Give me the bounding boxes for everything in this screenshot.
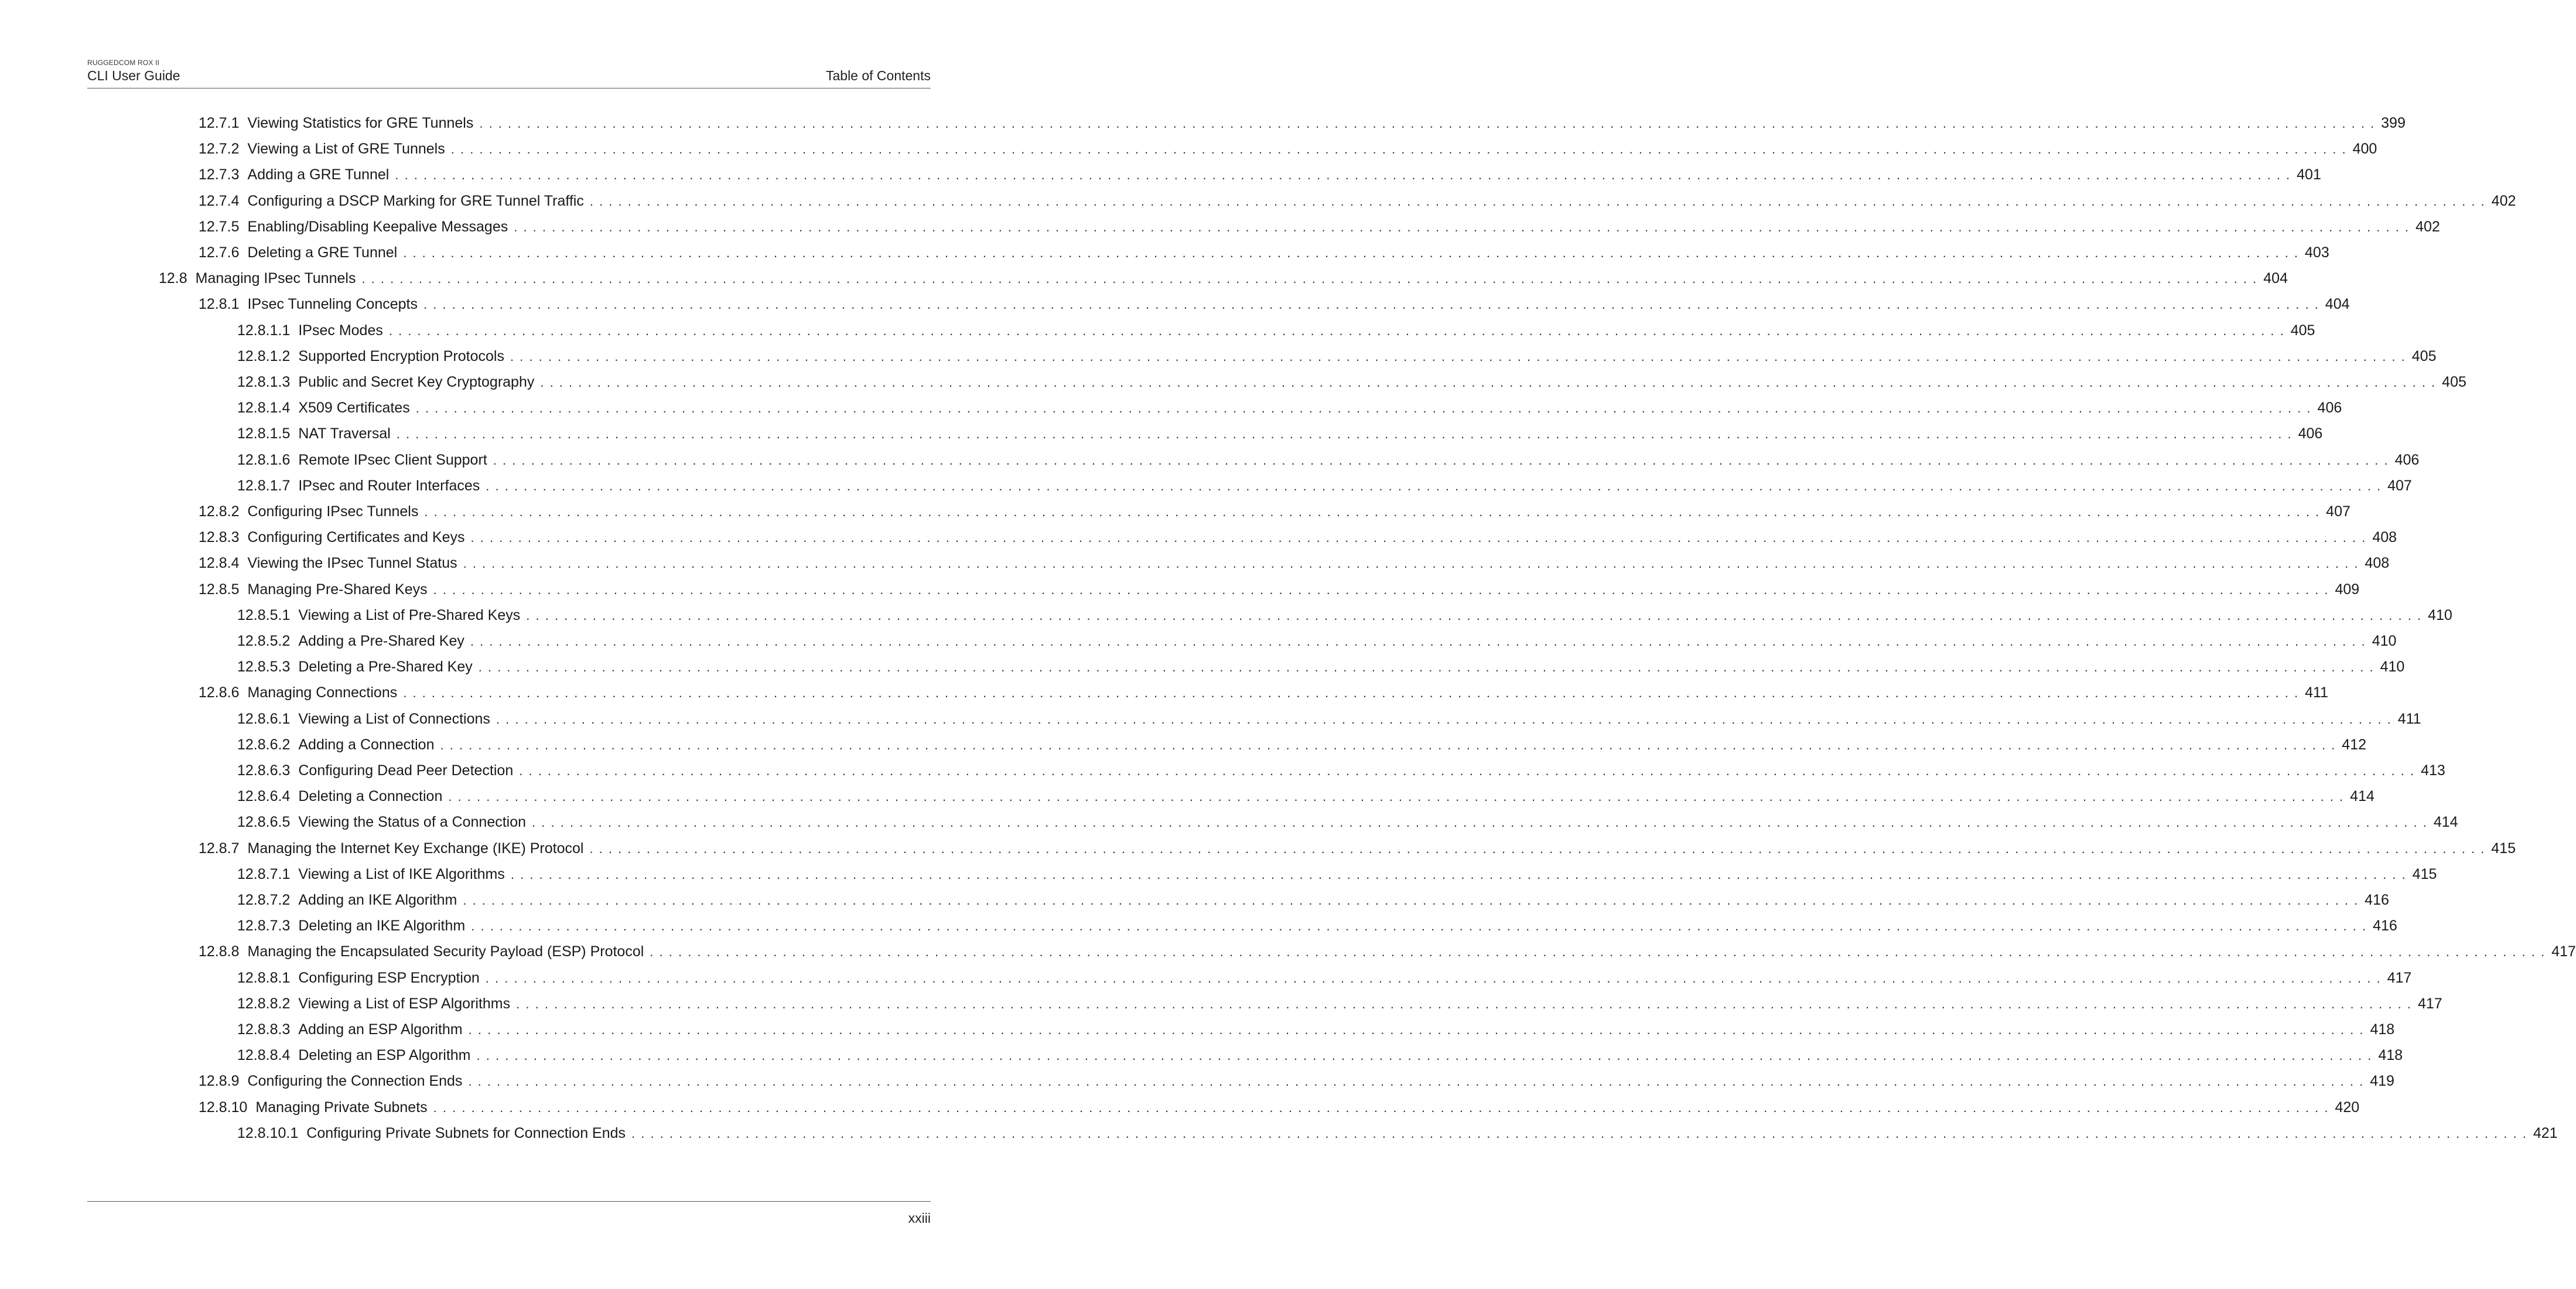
toc-entry[interactable] [199,838,2516,858]
toc-entry-number: 12.8.6.1 [237,710,291,727]
toc-entry[interactable] [237,1019,2395,1039]
toc-entry[interactable] [237,916,2397,936]
toc-entry[interactable] [237,424,2323,444]
toc-entry-number: 12.8.4 [199,555,240,572]
toc-entry-page[interactable]: 410 [2380,659,2405,676]
toc-dot-leader: . . . . . . . . . . . . . . . . . . . . . . . . . . . . . . . . . . . . . . . . . . . . . . . . . . . . . . . . . . . . . . . . . . . . . . . . . . . . . . . . . . . . . . . . . . . . . . . . . . . . . . . . . . . . . . . . . . . . . . . . . . . . . . . . . . . . . . . . . . . . . . . . . . . . . . . . . . . . . . . . . . . . . . . . . . . . . . . . . . . . . . . . . . . . . . . . . . . . . . . . [496,711,2392,727]
toc-entry-title[interactable]: Adding a Connection [298,736,435,753]
toc-entry-title[interactable]: Deleting a GRE Tunnel [247,244,398,261]
toc-dot-leader: . . . . . . . . . . . . . . . . . . . . . . . . . . . . . . . . . . . . . . . . . . . . . . . . . . . . . . . . . . . . . . . . . . . . . . . . . . . . . . . . . . . . . . . . . . . . . . . . . . . . . . . . . . . . . . . . . . . . . . . . . . . . . . . . . . . . . . . . . . . . . . . . . . . . . . . . . . . . . . . . . . . . . . . . . . . . . . . . . . . . . . . . . . . . . . . . . . . . . . . . [519,763,2416,778]
toc-dot-leader: . . . . . . . . . . . . . . . . . . . . . . . . . . . . . . . . . . . . . . . . . . . . . . . . . . . . . . . . . . . . . . . . . . . . . . . . . . . . . . . . . . . . . . . . . . . . . . . . . . . . . . . . . . . . . . . . . . . . . . . . . . . . . . . . . . . . . . . . . . . . . . . . . . . . . . . . . . . . . . . . . . . . . . . . . . . . . . . . . . . . . . . . . . . . . . . . . . . . . . . . [396,427,2293,442]
toc-entry[interactable] [237,372,2466,392]
toc-entry-page[interactable]: 408 [2372,529,2397,546]
toc-entry-number: 12.8 [159,270,187,287]
toc-entry[interactable] [199,1071,2394,1091]
toc-entry-page[interactable]: 410 [2428,606,2452,623]
toc-entry-page[interactable]: 415 [2491,840,2516,857]
toc-entry-number: 12.7.2 [199,141,240,158]
toc-dot-leader: . . . . . . . . . . . . . . . . . . . . . . . . . . . . . . . . . . . . . . . . . . . . . . . . . . . . . . . . . . . . . . . . . . . . . . . . . . . . . . . . . . . . . . . . . . . . . . . . . . . . . . . . . . . . . . . . . . . . . . . . . . . . . . . . . . . . . . . . . . . . . . . . . . . . . . . . . . . . . . . . . . . . . . . . . . . . . . . . . . . . . . . . . . . . . . . . . . . . . . . . [510,349,2406,364]
toc-entry[interactable] [199,579,2360,599]
toc-dot-leader: . . . . . . . . . . . . . . . . . . . . . . . . . . . . . . . . . . . . . . . . . . . . . . . . . . . . . . . . . . . . . . . . . . . . . . . . . . . . . . . . . . . . . . . . . . . . . . . . . . . . . . . . . . . . . . . . . . . . . . . . . . . . . . . . . . . . . . . . . . . . . . . . . . . . . . . . . . . . . . . . . . . . . . . . . . . . . . . . . . . . . . . . . . . . . . . . . . . . . . . . [589,841,2486,856]
toc-entry-number: 12.8.5.1 [237,606,291,623]
toc-entry-page[interactable]: 405 [2411,347,2437,364]
toc-dot-leader: . . . . . . . . . . . . . . . . . . . . . . . . . . . . . . . . . . . . . . . . . . . . . . . . . . . . . . . . . . . . . . . . . . . . . . . . . . . . . . . . . . . . . . . . . . . . . . . . . . . . . . . . . . . . . . . . . . . . . . . . . . . . . . . . . . . . . . . . . . . . . . . . . . . . . . . . . . . . . . . . . . . . . . . . . . . . . . . . . . . . . . . . . . . . . . . . . . . . . . . . [493,452,2389,468]
toc-entry-page[interactable]: 406 [2317,400,2342,417]
toc-entry[interactable] [237,346,2437,366]
toc-entry-title[interactable]: X509 Certificates [298,400,410,417]
toc-dot-leader: . . . . . . . . . . . . . . . . . . . . . . . . . . . . . . . . . . . . . . . . . . . . . . . . . . . . . . . . . . . . . . . . . . . . . . . . . . . . . . . . . . . . . . . . . . . . . . . . . . . . . . . . . . . . . . . . . . . . . . . . . . . . . . . . . . . . . . . . . . . . . . . . . . . . . . . . . . . . . . . . . . . . . . . . . . . . . . . . . . . . . . . . . . . . . . . . . . . . . . . . [478,660,2375,675]
toc-entry-title[interactable]: Configuring Certificates and Keys [247,529,465,546]
toc-entry-title[interactable]: Managing the Encapsulated Security Payload (ESP) Protocol [247,943,644,960]
toc-entry-page[interactable]: 416 [2373,918,2397,935]
toc-entry-page[interactable]: 411 [2305,684,2328,701]
toc-dot-leader: . . . . . . . . . . . . . . . . . . . . . . . . . . . . . . . . . . . . . . . . . . . . . . . . . . . . . . . . . . . . . . . . . . . . . . . . . . . . . . . . . . . . . . . . . . . . . . . . . . . . . . . . . . . . . . . . . . . . . . . . . . . . . . . . . . . . . . . . . . . . . . . . . . . . . . . . . . . . . . . . . . . . . . . . . . . . . . . . . . . . . . . . . . . . . . . . . . . . . . . . [650,944,2546,960]
toc-entry-number: 12.8.6.2 [237,736,291,753]
toc-entry-number: 12.8.10 [199,1099,248,1116]
toc-dot-leader: . . . . . . . . . . . . . . . . . . . . . . . . . . . . . . . . . . . . . . . . . . . . . . . . . . . . . . . . . . . . . . . . . . . . . . . . . . . . . . . . . . . . . . . . . . . . . . . . . . . . . . . . . . . . . . . . . . . . . . . . . . . . . . . . . . . . . . . . . . . . . . . . . . . . . . . . . . . . . . . . . . . . . . . . . . . . . . . . . . . . . . . . . . . . . . . . . . . . . . . . [388,323,2285,338]
toc-entry-title[interactable]: Adding an ESP Algorithm [298,1021,463,1038]
toc-dot-leader: . . . . . . . . . . . . . . . . . . . . . . . . . . . . . . . . . . . . . . . . . . . . . . . . . . . . . . . . . . . . . . . . . . . . . . . . . . . . . . . . . . . . . . . . . . . . . . . . . . . . . . . . . . . . . . . . . . . . . . . . . . . . . . . . . . . . . . . . . . . . . . . . . . . . . . . . . . . . . . . . . . . . . . . . . . . . . . . . . . . . . . . . . . . . . . . . . . . . . . . . [433,582,2329,597]
toc-entry-number: 12.7.3 [199,166,240,183]
toc-entry-number: 12.7.6 [199,244,240,261]
toc-dot-leader: . . . . . . . . . . . . . . . . . . . . . . . . . . . . . . . . . . . . . . . . . . . . . . . . . . . . . . . . . . . . . . . . . . . . . . . . . . . . . . . . . . . . . . . . . . . . . . . . . . . . . . . . . . . . . . . . . . . . . . . . . . . . . . . . . . . . . . . . . . . . . . . . . . . . . . . . . . . . . . . . . . . . . . . . . . . . . . . . . . . . . . . . . . . . . . . . . . . . . . . . [448,789,2345,804]
toc-entry-page[interactable]: 420 [2335,1099,2360,1116]
toc-entry-title[interactable]: Deleting a Pre-Shared Key [298,659,473,676]
toc-dot-leader: . . . . . . . . . . . . . . . . . . . . . . . . . . . . . . . . . . . . . . . . . . . . . . . . . . . . . . . . . . . . . . . . . . . . . . . . . . . . . . . . . . . . . . . . . . . . . . . . . . . . . . . . . . . . . . . . . . . . . . . . . . . . . . . . . . . . . . . . . . . . . . . . . . . . . . . . . . . . . . . . . . . . . . . . . . . . . . . . . . . . . . . . . . . . . . . . . . . . . . . . [463,893,2359,908]
toc-entry-title[interactable]: Deleting an IKE Algorithm [298,918,466,935]
toc-entry[interactable] [237,864,2437,884]
toc-entry-page[interactable]: 407 [2326,503,2350,520]
toc-dot-leader: . . . . . . . . . . . . . . . . . . . . . . . . . . . . . . . . . . . . . . . . . . . . . . . . . . . . . . . . . . . . . . . . . . . . . . . . . . . . . . . . . . . . . . . . . . . . . . . . . . . . . . . . . . . . . . . . . . . . . . . . . . . . . . . . . . . . . . . . . . . . . . . . . . . . . . . . . . . . . . . . . . . . . . . . . . . . . . . . . . . . . . . . . . . . . . . . . . . . . . . . [470,634,2366,649]
toc-entry-number: 12.8.7.3 [237,918,291,935]
toc-dot-leader: . . . . . . . . . . . . . . . . . . . . . . . . . . . . . . . . . . . . . . . . . . . . . . . . . . . . . . . . . . . . . . . . . . . . . . . . . . . . . . . . . . . . . . . . . . . . . . . . . . . . . . . . . . . . . . . . . . . . . . . . . . . . . . . . . . . . . . . . . . . . . . . . . . . . . . . . . . . . . . . . . . . . . . . . . . . . . . . . . . . . . . . . . . . . . . . . . . . . . . . . [514,219,2410,234]
toc-entry-title[interactable]: Remote IPsec Client Support [298,451,487,468]
toc-entry-number: 12.8.1.2 [237,347,291,364]
toc-entry-page[interactable]: 418 [2370,1021,2395,1038]
toc-entry[interactable] [199,191,2516,211]
toc-entry-title[interactable]: Configuring Private Subnets for Connection Ends [306,1124,626,1141]
toc-entry-number: 12.8.1.5 [237,425,291,442]
toc-dot-leader: . . . . . . . . . . . . . . . . . . . . . . . . . . . . . . . . . . . . . . . . . . . . . . . . . . . . . . . . . . . . . . . . . . . . . . . . . . . . . . . . . . . . . . . . . . . . . . . . . . . . . . . . . . . . . . . . . . . . . . . . . . . . . . . . . . . . . . . . . . . . . . . . . . . . . . . . . . . . . . . . . . . . . . . . . . . . . . . . . . . . . . . . . . . . . . . . . . . . . . . . [476,1048,2373,1063]
toc-entry-page[interactable]: 415 [2412,865,2437,882]
toc-dot-leader: . . . . . . . . . . . . . . . . . . . . . . . . . . . . . . . . . . . . . . . . . . . . . . . . . . . . . . . . . . . . . . . . . . . . . . . . . . . . . . . . . . . . . . . . . . . . . . . . . . . . . . . . . . . . . . . . . . . . . . . . . . . . . . . . . . . . . . . . . . . . . . . . . . . . . . . . . . . . . . . . . . . . . . . . . . . . . . . . . . . . . . . . . . . . . . . . . . . . . . . . [450,142,2347,157]
toc-entry[interactable] [199,243,2329,262]
toc-dot-leader: . . . . . . . . . . . . . . . . . . . . . . . . . . . . . . . . . . . . . . . . . . . . . . . . . . . . . . . . . . . . . . . . . . . . . . . . . . . . . . . . . . . . . . . . . . . . . . . . . . . . . . . . . . . . . . . . . . . . . . . . . . . . . . . . . . . . . . . . . . . . . . . . . . . . . . . . . . . . . . . . . . . . . . . . . . . . . . . . . . . . . . . . . . . . . . . . . . . . . . . . [468,1074,2365,1089]
toc-entry-page[interactable]: 419 [2370,1073,2394,1090]
toc-entry-title[interactable]: IPsec and Router Interfaces [298,477,480,494]
toc-entry-number: 12.8.8.2 [237,995,291,1012]
toc-dot-leader: . . . . . . . . . . . . . . . . . . . . . . . . . . . . . . . . . . . . . . . . . . . . . . . . . . . . . . . . . . . . . . . . . . . . . . . . . . . . . . . . . . . . . . . . . . . . . . . . . . . . . . . . . . . . . . . . . . . . . . . . . . . . . . . . . . . . . . . . . . . . . . . . . . . . . . . . . . . . . . . . . . . . . . . . . . . . . . . . . . . . . . . . . . . . . . . . . . . . . . . . [433,1100,2329,1115]
toc-entry-page[interactable]: 411 [2397,710,2421,727]
toc-dot-leader: . . . . . . . . . . . . . . . . . . . . . . . . . . . . . . . . . . . . . . . . . . . . . . . . . . . . . . . . . . . . . . . . . . . . . . . . . . . . . . . . . . . . . . . . . . . . . . . . . . . . . . . . . . . . . . . . . . . . . . . . . . . . . . . . . . . . . . . . . . . . . . . . . . . . . . . . . . . . . . . . . . . . . . . . . . . . . . . . . . . . . . . . . . . . . . . . . . . . . . . . [361,271,2258,287]
toc-entry-page[interactable]: 406 [2394,451,2420,468]
toc-entry[interactable] [237,994,2442,1014]
toc-entry-number: 12.7.5 [199,218,240,235]
toc-entry-page[interactable]: 417 [2417,995,2442,1012]
toc-entry-number: 12.8.1.7 [237,477,291,494]
toc-entry-page[interactable]: 401 [2297,166,2321,183]
toc-entry-number: 12.8.9 [199,1073,240,1090]
toc-entry-number: 12.8.8.4 [237,1047,291,1064]
toc-entry[interactable] [237,631,2397,651]
toc-entry-page[interactable]: 404 [2325,296,2350,313]
toc-entry-page[interactable]: 418 [2378,1047,2403,1064]
toc-entry-page[interactable]: 407 [2387,477,2412,494]
toc-entry-page[interactable]: 417 [2551,943,2576,960]
toc-entry-page[interactable]: 412 [2342,736,2367,753]
toc-entry-page[interactable]: 406 [2298,425,2323,442]
toc-entry[interactable] [237,968,2412,988]
product-name: RUGGEDCOM ROX II [87,59,160,67]
toc-entry-title[interactable]: Viewing a List of Connections [298,710,490,727]
toc-dot-leader: . . . . . . . . . . . . . . . . . . . . . . . . . . . . . . . . . . . . . . . . . . . . . . . . . . . . . . . . . . . . . . . . . . . . . . . . . . . . . . . . . . . . . . . . . . . . . . . . . . . . . . . . . . . . . . . . . . . . . . . . . . . . . . . . . . . . . . . . . . . . . . . . . . . . . . . . . . . . . . . . . . . . . . . . . . . . . . . . . . . . . . . . . . . . . . . . . . . . . . . . [471,919,2367,934]
toc-entry-title[interactable]: Viewing the IPsec Tunnel Status [247,555,457,572]
toc-entry-page[interactable]: 416 [2365,892,2389,908]
toc-dot-leader: . . . . . . . . . . . . . . . . . . . . . . . . . . . . . . . . . . . . . . . . . . . . . . . . . . . . . . . . . . . . . . . . . . . . . . . . . . . . . . . . . . . . . . . . . . . . . . . . . . . . . . . . . . . . . . . . . . . . . . . . . . . . . . . . . . . . . . . . . . . . . . . . . . . . . . . . . . . . . . . . . . . . . . . . . . . . . . . . . . . . . . . . . . . . . . . . . . . . . . . . [532,815,2428,830]
toc-entry-title[interactable]: Viewing a List of GRE Tunnels [247,141,445,158]
toc-entry-page[interactable]: 410 [2372,633,2397,649]
toc-entry-title[interactable]: Configuring Dead Peer Detection [298,762,514,779]
toc-entry[interactable] [199,113,2406,133]
toc-entry-title[interactable]: Adding an IKE Algorithm [298,892,457,908]
toc-entry[interactable] [237,1045,2403,1065]
toc-entry-title[interactable]: Viewing a List of Pre-Shared Keys [298,606,521,623]
toc-entry[interactable] [237,761,2445,780]
toc-entry-number: 12.8.8.3 [237,1021,291,1038]
toc-entry[interactable] [237,735,2367,755]
toc-entry[interactable] [199,553,2390,573]
toc-entry-number: 12.8.6.5 [237,814,291,831]
toc-entry-page[interactable]: 400 [2352,141,2377,158]
toc-dot-leader: . . . . . . . . . . . . . . . . . . . . . . . . . . . . . . . . . . . . . . . . . . . . . . . . . . . . . . . . . . . . . . . . . . . . . . . . . . . . . . . . . . . . . . . . . . . . . . . . . . . . . . . . . . . . . . . . . . . . . . . . . . . . . . . . . . . . . . . . . . . . . . . . . . . . . . . . . . . . . . . . . . . . . . . . . . . . . . . . . . . . . . . . . . . . . . . . . . . . . . . . [395,168,2291,183]
toc-entry[interactable] [199,165,2321,185]
toc-entry-number: 12.8.1.6 [237,451,291,468]
toc-entry[interactable] [237,890,2389,910]
toc-entry[interactable] [237,398,2342,418]
toc-entry-title[interactable]: Public and Secret Key Cryptography [298,374,535,390]
toc-entry-number: 12.8.1 [199,296,240,313]
toc-entry-number: 12.8.5 [199,581,240,598]
toc-entry-page[interactable]: 405 [2290,322,2315,339]
toc-dot-leader: . . . . . . . . . . . . . . . . . . . . . . . . . . . . . . . . . . . . . . . . . . . . . . . . . . . . . . . . . . . . . . . . . . . . . . . . . . . . . . . . . . . . . . . . . . . . . . . . . . . . . . . . . . . . . . . . . . . . . . . . . . . . . . . . . . . . . . . . . . . . . . . . . . . . . . . . . . . . . . . . . . . . . . . . . . . . . . . . . . . . . . . . . . . . . . . . . . . . . . . . [516,996,2412,1011]
toc-dot-leader: . . . . . . . . . . . . . . . . . . . . . . . . . . . . . . . . . . . . . . . . . . . . . . . . . . . . . . . . . . . . . . . . . . . . . . . . . . . . . . . . . . . . . . . . . . . . . . . . . . . . . . . . . . . . . . . . . . . . . . . . . . . . . . . . . . . . . . . . . . . . . . . . . . . . . . . . . . . . . . . . . . . . . . . . . . . . . . . . . . . . . . . . . . . . . . . . . . . . . . . . [540,375,2437,390]
toc-entry-page[interactable]: 421 [2533,1124,2558,1141]
toc-entry[interactable] [237,1123,2558,1143]
toc-entry-page[interactable]: 405 [2442,374,2466,390]
toc-dot-leader: . . . . . . . . . . . . . . . . . . . . . . . . . . . . . . . . . . . . . . . . . . . . . . . . . . . . . . . . . . . . . . . . . . . . . . . . . . . . . . . . . . . . . . . . . . . . . . . . . . . . . . . . . . . . . . . . . . . . . . . . . . . . . . . . . . . . . . . . . . . . . . . . . . . . . . . . . . . . . . . . . . . . . . . . . . . . . . . . . . . . . . . . . . . . . . . . . . . . . . . . [424,504,2321,519]
toc-entry-number: 12.8.1.1 [237,322,291,339]
toc-dot-leader: . . . . . . . . . . . . . . . . . . . . . . . . . . . . . . . . . . . . . . . . . . . . . . . . . . . . . . . . . . . . . . . . . . . . . . . . . . . . . . . . . . . . . . . . . . . . . . . . . . . . . . . . . . . . . . . . . . . . . . . . . . . . . . . . . . . . . . . . . . . . . . . . . . . . . . . . . . . . . . . . . . . . . . . . . . . . . . . . . . . . . . . . . . . . . . . . . . . . . . . . [403,686,2300,701]
toc-dot-leader: . . . . . . . . . . . . . . . . . . . . . . . . . . . . . . . . . . . . . . . . . . . . . . . . . . . . . . . . . . . . . . . . . . . . . . . . . . . . . . . . . . . . . . . . . . . . . . . . . . . . . . . . . . . . . . . . . . . . . . . . . . . . . . . . . . . . . . . . . . . . . . . . . . . . . . . . . . . . . . . . . . . . . . . . . . . . . . . . . . . . . . . . . . . . . . . . . . . . . . . . [403,245,2300,260]
toc-dot-leader: . . . . . . . . . . . . . . . . . . . . . . . . . . . . . . . . . . . . . . . . . . . . . . . . . . . . . . . . . . . . . . . . . . . . . . . . . . . . . . . . . . . . . . . . . . . . . . . . . . . . . . . . . . . . . . . . . . . . . . . . . . . . . . . . . . . . . . . . . . . . . . . . . . . . . . . . . . . . . . . . . . . . . . . . . . . . . . . . . . . . . . . . . . . . . . . . . . . . . . . . [485,970,2382,985]
toc-dot-leader: . . . . . . . . . . . . . . . . . . . . . . . . . . . . . . . . . . . . . . . . . . . . . . . . . . . . . . . . . . . . . . . . . . . . . . . . . . . . . . . . . . . . . . . . . . . . . . . . . . . . . . . . . . . . . . . . . . . . . . . . . . . . . . . . . . . . . . . . . . . . . . . . . . . . . . . . . . . . . . . . . . . . . . . . . . . . . . . . . . . . . . . . . . . . . . . . . . . . . . . . [631,1126,2527,1141]
guide-title: CLI User Guide [87,68,180,83]
toc-entry-number: 12.7.4 [199,192,240,209]
toc-dot-leader: . . . . . . . . . . . . . . . . . . . . . . . . . . . . . . . . . . . . . . . . . . . . . . . . . . . . . . . . . . . . . . . . . . . . . . . . . . . . . . . . . . . . . . . . . . . . . . . . . . . . . . . . . . . . . . . . . . . . . . . . . . . . . . . . . . . . . . . . . . . . . . . . . . . . . . . . . . . . . . . . . . . . . . . . . . . . . . . . . . . . . . . . . . . . . . . . . . . . . . . . [479,116,2376,131]
toc-entry-page[interactable]: 409 [2335,581,2360,598]
toc-dot-leader: . . . . . . . . . . . . . . . . . . . . . . . . . . . . . . . . . . . . . . . . . . . . . . . . . . . . . . . . . . . . . . . . . . . . . . . . . . . . . . . . . . . . . . . . . . . . . . . . . . . . . . . . . . . . . . . . . . . . . . . . . . . . . . . . . . . . . . . . . . . . . . . . . . . . . . . . . . . . . . . . . . . . . . . . . . . . . . . . . . . . . . . . . . . . . . . . . . . . . . . . [470,530,2367,545]
toc-entry[interactable] [237,605,2452,625]
toc-entry[interactable] [199,527,2397,547]
toc-dot-leader: . . . . . . . . . . . . . . . . . . . . . . . . . . . . . . . . . . . . . . . . . . . . . . . . . . . . . . . . . . . . . . . . . . . . . . . . . . . . . . . . . . . . . . . . . . . . . . . . . . . . . . . . . . . . . . . . . . . . . . . . . . . . . . . . . . . . . . . . . . . . . . . . . . . . . . . . . . . . . . . . . . . . . . . . . . . . . . . . . . . . . . . . . . . . . . . . . . . . . . . . [486,478,2382,493]
toc-entry-title[interactable]: Adding a GRE Tunnel [247,166,390,183]
toc-entry[interactable] [237,320,2315,340]
toc-entry-title[interactable]: Deleting a Connection [298,788,443,805]
toc-entry-title[interactable]: Viewing a List of ESP Algorithms [298,995,511,1012]
toc-entry[interactable] [237,450,2420,470]
toc-dot-leader: . . . . . . . . . . . . . . . . . . . . . . . . . . . . . . . . . . . . . . . . . . . . . . . . . . . . . . . . . . . . . . . . . . . . . . . . . . . . . . . . . . . . . . . . . . . . . . . . . . . . . . . . . . . . . . . . . . . . . . . . . . . . . . . . . . . . . . . . . . . . . . . . . . . . . . . . . . . . . . . . . . . . . . . . . . . . . . . . . . . . . . . . . . . . . . . . . . . . . . . . [415,401,2312,416]
toc-dot-leader: . . . . . . . . . . . . . . . . . . . . . . . . . . . . . . . . . . . . . . . . . . . . . . . . . . . . . . . . . . . . . . . . . . . . . . . . . . . . . . . . . . . . . . . . . . . . . . . . . . . . . . . . . . . . . . . . . . . . . . . . . . . . . . . . . . . . . . . . . . . . . . . . . . . . . . . . . . . . . . . . . . . . . . . . . . . . . . . . . . . . . . . . . . . . . . . . . . . . . . . . [440,737,2336,752]
toc-dot-leader: . . . . . . . . . . . . . . . . . . . . . . . . . . . . . . . . . . . . . . . . . . . . . . . . . . . . . . . . . . . . . . . . . . . . . . . . . . . . . . . . . . . . . . . . . . . . . . . . . . . . . . . . . . . . . . . . . . . . . . . . . . . . . . . . . . . . . . . . . . . . . . . . . . . . . . . . . . . . . . . . . . . . . . . . . . . . . . . . . . . . . . . . . . . . . . . . . . . . . . . . [468,1022,2365,1037]
toc-entry-title[interactable]: Managing Pre-Shared Keys [247,581,428,598]
footer-divider [87,1201,931,1202]
toc-entry-title[interactable]: Supported Encryption Protocols [298,347,504,364]
footer-page-number: xxiii [908,1210,931,1226]
toc-entry-page[interactable]: 402 [2491,192,2516,209]
toc-entry-number: 12.8.1.3 [237,374,291,390]
toc-entry-number: 12.8.6.4 [237,788,291,805]
toc-entry[interactable] [199,942,2576,961]
toc-entry-number: 12.8.5.2 [237,633,291,649]
toc-entry-title[interactable]: Viewing the Status of a Connection [298,814,527,831]
toc-entry[interactable] [237,657,2405,677]
toc-entry-number: 12.8.10.1 [237,1124,299,1141]
toc-entry-title[interactable]: Viewing Statistics for GRE Tunnels [247,115,474,131]
toc-entry-title[interactable]: Managing Connections [247,684,398,701]
toc-entry-number: 12.8.1.4 [237,400,291,417]
toc-entry-page[interactable]: 413 [2421,762,2445,779]
section-title: Table of Contents [825,68,931,83]
toc-entry-page[interactable]: 414 [2350,788,2375,805]
toc-entry-title[interactable]: Adding a Pre-Shared Key [298,633,464,649]
toc-entry[interactable] [237,476,2412,496]
toc-entry-number: 12.8.5.3 [237,659,291,676]
toc-entry-title[interactable]: NAT Traversal [298,425,391,442]
toc-entry[interactable] [199,1097,2360,1117]
toc-entry-number: 12.8.7.1 [237,865,291,882]
toc-entry[interactable] [237,812,2458,832]
toc-entry[interactable] [159,268,2288,288]
toc-entry-title[interactable]: Managing Private Subnets [255,1099,428,1116]
toc-entry-title[interactable]: Viewing a List of IKE Algorithms [298,865,505,882]
page-header [87,56,931,88]
toc-dot-leader: . . . . . . . . . . . . . . . . . . . . . . . . . . . . . . . . . . . . . . . . . . . . . . . . . . . . . . . . . . . . . . . . . . . . . . . . . . . . . . . . . . . . . . . . . . . . . . . . . . . . . . . . . . . . . . . . . . . . . . . . . . . . . . . . . . . . . . . . . . . . . . . . . . . . . . . . . . . . . . . . . . . . . . . . . . . . . . . . . . . . . . . . . . . . . . . . . . . . . . . . [589,193,2486,209]
toc-dot-leader: . . . . . . . . . . . . . . . . . . . . . . . . . . . . . . . . . . . . . . . . . . . . . . . . . . . . . . . . . . . . . . . . . . . . . . . . . . . . . . . . . . . . . . . . . . . . . . . . . . . . . . . . . . . . . . . . . . . . . . . . . . . . . . . . . . . . . . . . . . . . . . . . . . . . . . . . . . . . . . . . . . . . . . . . . . . . . . . . . . . . . . . . . . . . . . . . . . . . . . . . [526,608,2423,623]
toc-entry-number: 12.8.6 [199,684,240,701]
toc-entry-number: 12.8.7 [199,840,240,857]
toc-entry-page[interactable]: 408 [2365,555,2390,572]
toc-entry-page[interactable]: 417 [2387,969,2412,986]
toc-entry-title[interactable]: Configuring IPsec Tunnels [247,503,419,520]
toc-entry[interactable] [199,139,2377,159]
toc-entry[interactable] [237,786,2375,806]
toc-entry-title[interactable]: Deleting an ESP Algorithm [298,1047,471,1064]
toc-entry-page[interactable]: 399 [2381,115,2406,131]
toc-entry-number: 12.8.8.1 [237,969,291,986]
toc-entry-number: 12.8.3 [199,529,240,546]
toc-entry[interactable] [199,683,2328,703]
toc-entry-page[interactable]: 414 [2433,814,2458,831]
toc-entry-title[interactable]: Configuring a DSCP Marking for GRE Tunnel Traffic [247,192,584,209]
toc-entry-number: 12.8.8 [199,943,240,960]
toc-entry-number: 12.8.6.3 [237,762,291,779]
toc-dot-leader: . . . . . . . . . . . . . . . . . . . . . . . . . . . . . . . . . . . . . . . . . . . . . . . . . . . . . . . . . . . . . . . . . . . . . . . . . . . . . . . . . . . . . . . . . . . . . . . . . . . . . . . . . . . . . . . . . . . . . . . . . . . . . . . . . . . . . . . . . . . . . . . . . . . . . . . . . . . . . . . . . . . . . . . . . . . . . . . . . . . . . . . . . . . . . . . . . . . . . . . . [510,867,2407,882]
toc-dot-leader: . . . . . . . . . . . . . . . . . . . . . . . . . . . . . . . . . . . . . . . . . . . . . . . . . . . . . . . . . . . . . . . . . . . . . . . . . . . . . . . . . . . . . . . . . . . . . . . . . . . . . . . . . . . . . . . . . . . . . . . . . . . . . . . . . . . . . . . . . . . . . . . . . . . . . . . . . . . . . . . . . . . . . . . . . . . . . . . . . . . . . . . . . . . . . . . . . . . . . . . . [463,556,2359,571]
toc-entry[interactable] [199,294,2350,314]
toc-entry-title[interactable]: Enabling/Disabling Keepalive Messages [247,218,508,235]
toc-entry-title[interactable]: Configuring the Connection Ends [247,1073,463,1090]
toc-entry[interactable] [199,217,2440,237]
toc-entry-page[interactable]: 404 [2263,270,2288,287]
toc-entry-page[interactable]: 402 [2416,218,2440,235]
toc-entry[interactable] [237,709,2421,729]
toc-entry-title[interactable]: IPsec Modes [298,322,383,339]
toc-entry-title[interactable]: Configuring ESP Encryption [298,969,480,986]
toc-entry-page[interactable]: 403 [2305,244,2329,261]
toc-entry-number: 12.8.2 [199,503,240,520]
toc-entry-number: 12.8.7.2 [237,892,291,908]
toc-entry[interactable] [199,502,2350,521]
toc-entry-title[interactable]: Managing the Internet Key Exchange (IKE) Protocol [247,840,584,857]
toc-entry-title[interactable]: IPsec Tunneling Concepts [247,296,418,313]
toc-entry-number: 12.7.1 [199,115,240,131]
toc-entry-title[interactable]: Managing IPsec Tunnels [195,270,356,287]
toc-dot-leader: . . . . . . . . . . . . . . . . . . . . . . . . . . . . . . . . . . . . . . . . . . . . . . . . . . . . . . . . . . . . . . . . . . . . . . . . . . . . . . . . . . . . . . . . . . . . . . . . . . . . . . . . . . . . . . . . . . . . . . . . . . . . . . . . . . . . . . . . . . . . . . . . . . . . . . . . . . . . . . . . . . . . . . . . . . . . . . . . . . . . . . . . . . . . . . . . . . . . . . . . [423,297,2319,312]
